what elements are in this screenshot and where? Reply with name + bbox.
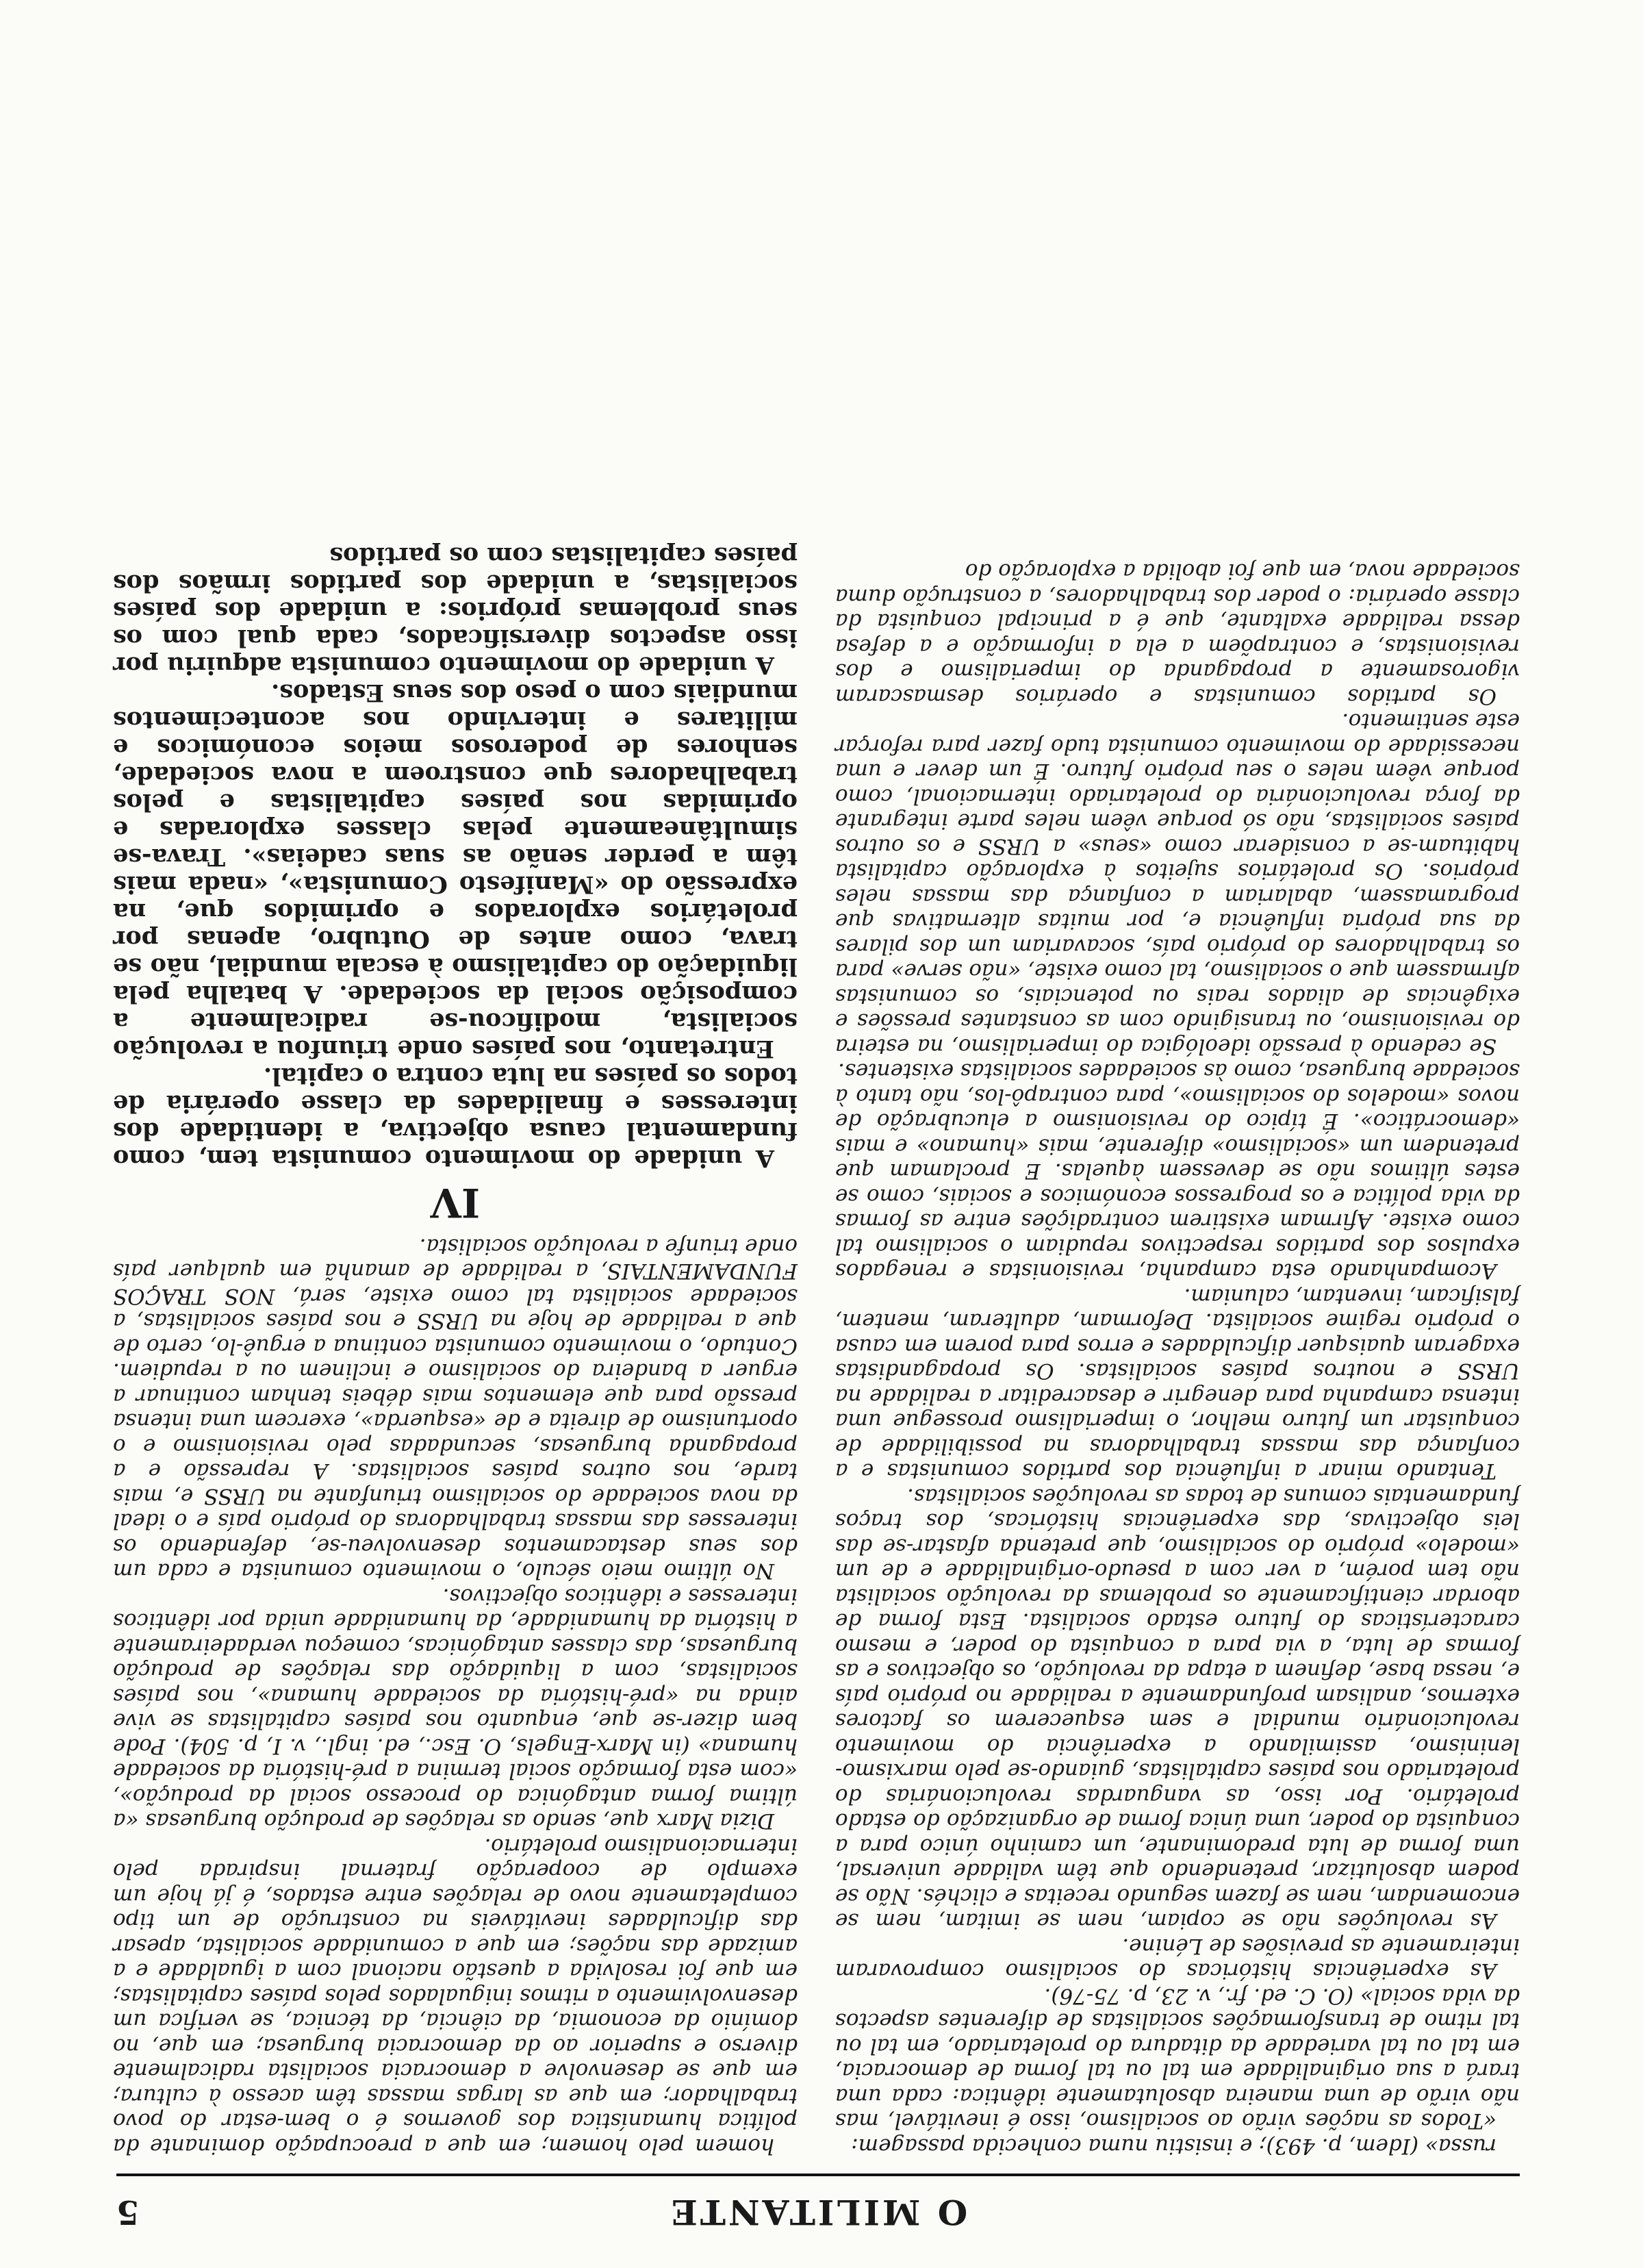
paragraph: A unidade do movimento comunista tem, como fundamental causa objectiva, a identidade dos interesses e finalidades da classe operária de todos os países na luta contra o capital. xyxy=(113,1062,798,1173)
paragraph: Tentando minar a influência dos partidos comunistas e a confiança das massas trabalhadoras na possibilidade de conquistar um futuro melhor, o imperialismo prossegue uma intensa campanha para denegrir e desacreditar a realidade na URSS e noutros países socialistas. Os propagandistas exageram quaisquer dificuldades e erros para porem em causa o próprio regime socialista. Deformam, adulteram, mentem, falsificam, inventam, caluniam. xyxy=(835,1284,1520,1484)
paragraph: Os partidos comunistas e operários desmascaram vigorosamente a propaganda do imperialismo e dos revisionistas, e contrapõem a ela a informação e a defesa dessa realidade exaltante, que é a principal conquista da classe operária: o poder dos trabalhadores, a construção duma sociedade nova, em que foi abolida a exploração do xyxy=(835,559,1520,709)
paragraph: Acompanhando esta campanha, revisionistas e renegados expulsos dos partidos respectivos repudiam o socialismo tal como existe. Afirmam existirem contradições entre as formas da vida política e os progressos económicos e sociais, como se estes últimos não se devessem àquelas. E proclamam que pretendem um «socialismo» diferente, mais «humano» e mais «democrático». É típico do revisionismo a elucubração de novos «modelos do socialismo», para contrapô-los, não tanto à sociedade burguesa, como às sociedades socialistas existentes. xyxy=(835,1059,1520,1284)
section-heading: IV xyxy=(430,1179,481,1226)
paragraph: homem pelo homem; em que a preocupação dominante da política humanística dos governos é o bem-estar do povo trabalhador; em que as largas massas têm acesso à cultura; em que se desenvolve a democracia socialista radicalmente diverso e superior ao da democracia burguesa; em que, no domínio da economia, da ciência, da técnica, se verifica um desenvolvimento a ritmos inigualados pelos países capitalistas; em que foi resolvida a questão nacional com a igualdade e a amizade das nações; em que a comunidade socialista, apesar das dificuldades inevitáveis na construção de um tipo completamente novo de relações entre estados, é já hoje um exemplo de cooperação fraternal inspirada pelo internacionalismo proletário. xyxy=(113,1834,798,2158)
paragraph: No último meio século, o movimento comunista e cada um dos seus destacamentos desenvolveu-se, defendendo os interesses das massas trabalhadoras do próprio país e o ideal da nova sociedade do socialismo triunfante na URSS e, mais tarde, nos outros países socialistas. A repressão e a propaganda burguesas, secundadas pelo revisionismo e o oportunismo de direita e de «esquerda», exercem uma intensa pressão para que elementos mais débeis tenham continuar a erguer a bandeira do socialismo e inclinem ou a repudiem. Contudo, o movimento comunista continua a erguê-lo, certo de que a realidade de hoje na URSS e nos países socialistas, a sociedade socialista tal como existe, será, NOS TRAÇOS FUNDAMENTAIS, a realidade de amanhã em qualquer país onde triunfe a revolução socialista. xyxy=(113,1234,798,1584)
masthead xyxy=(116,2184,1520,2232)
page-number: 5 xyxy=(116,2193,140,2231)
paragraph: russa» (Idem, p. 493); e insistiu numa conhecida passagem: xyxy=(851,2134,1496,2158)
header-rule xyxy=(116,2174,1520,2176)
quotation: «Todos as nações virão ao socialismo, isso é inevitável, mas não virão de uma maneira absolutamente idêntica: cada uma trará a sua originalidade em tal ou tal forma de democracia, em tal ou tal variedade da ditadura do proletariado, em tal ou tal ritmo de transformações socialistas de diferentes aspectos da vida social» (O. C. ed. fr., v. 23, p. 75-76). xyxy=(835,1984,1520,2134)
right-column xyxy=(113,542,798,2159)
paragraph: As experiências históricas do socialismo comprovaram inteiramente as previsões de Lénine. xyxy=(835,1934,1520,1984)
left-column xyxy=(835,559,1520,2158)
paragraph: As revoluções não se copiam, nem se imitam, nem se encomendam, nem se fazem segundo receitas e clichés. Não se podem absolutizar, pretendendo que têm validade universal, uma forma de luta predominante, um caminho único para a conquista do poder, uma única forma de organização do estado proletário. Por isso, as vanguardas revolucionárias do proletariado nos países capitalistas, guiando-se pelo marxismo-leninismo, assimilando a experiência do movimento revolucionário mundial e sem esquecerem os factores externos, analisam profundamente a realidade no próprio país e, nessa base, definem a etapa da revolução, os objectivos e as formas de luta, a via para a conquista do poder, e mesmo características do futuro estado socialista. Esta forma de abordar cientificamente os problemas da revolução socialista não tem porém, a ver com a pseudo-originalidade e de um «modelo» próprio do socialismo, que pretenda afastar-se das leis objectivas, das experiências históricas, dos traços fundamentais comuns de todas as revoluções socialistas. xyxy=(835,1484,1520,1934)
paragraph: Entretanto, nos países onde triunfou a revolução socialista, modificou-se radicalmente a composição social da sociedade. A batalha pela liquidação do capitalismo à escala mundial, não se trava, como antes de Outubro, apenas por proletários explorados e oprimidos que, na expressão do «Manifesto Comunista», «nada mais têm a perder senão as suas cadeias». Trava-se simultâneamente pelas classes exploradas e oprimidas nos países capitalistas e pelos trabalhadores que constroem a nova sociedade, senhores de poderosos meios económicos e militares e intervindo nos acontecimentos mundiais com o peso dos seus Estados. xyxy=(113,679,798,1063)
paragraph: Dizia Marx que, sendo as relações de produção burguesas «a última forma antagónica do processo social da produção», «com esta formação social termina a pré-história da sociedade humana» (in Marx-Engels, O. Esc., ed. ingl., v. I, p. 504). Pode bem dizer-se que, enquanto nos países capitalistas se vive ainda na «pré-história da sociedade humana», nos países socialistas, com a liquidação das relações de produção burguesas, das classes antagónicas, começou verdadeiramente a história da humanidade, da humanidade unida por idênticos interesses e idênticos objectivos. xyxy=(113,1584,798,1834)
paragraph: Se cedendo à pressão ideológica do imperialismo, na esteira do revisionismo, ou transigindo com as constantes pressões e exigências de aliados reais ou potenciais, os comunistas afirmassem que o socialismo, tal como existe, «não serve» para os trabalhadores do próprio país, socavariam um dos pilares da sua própria influência e, por muitas alternativas que programassem, abalariam a confiança das massas neles próprios. Os proletários sujeitos à exploração capitalista habituam-se a considerar como «seus» a URSS e os outros países socialistas, não só porque vêem neles parte integrante da força revolucionária do proletariado internacional, como porque vêem neles o seu próprio futuro. É um dever e uma necessidade do movimento comunista tudo fazer para reforçar este sentimento. xyxy=(835,709,1520,1059)
newspaper-title: O MILITANTE xyxy=(668,2192,968,2232)
paragraph: A unidade do movimento comunista adquiriu por isso aspectos diversificados, cada qual com os seus problemas próprios: a unidade dos países socialistas, a unidade dos partidos irmãos dos países capitalistas com os partidos xyxy=(113,542,798,680)
